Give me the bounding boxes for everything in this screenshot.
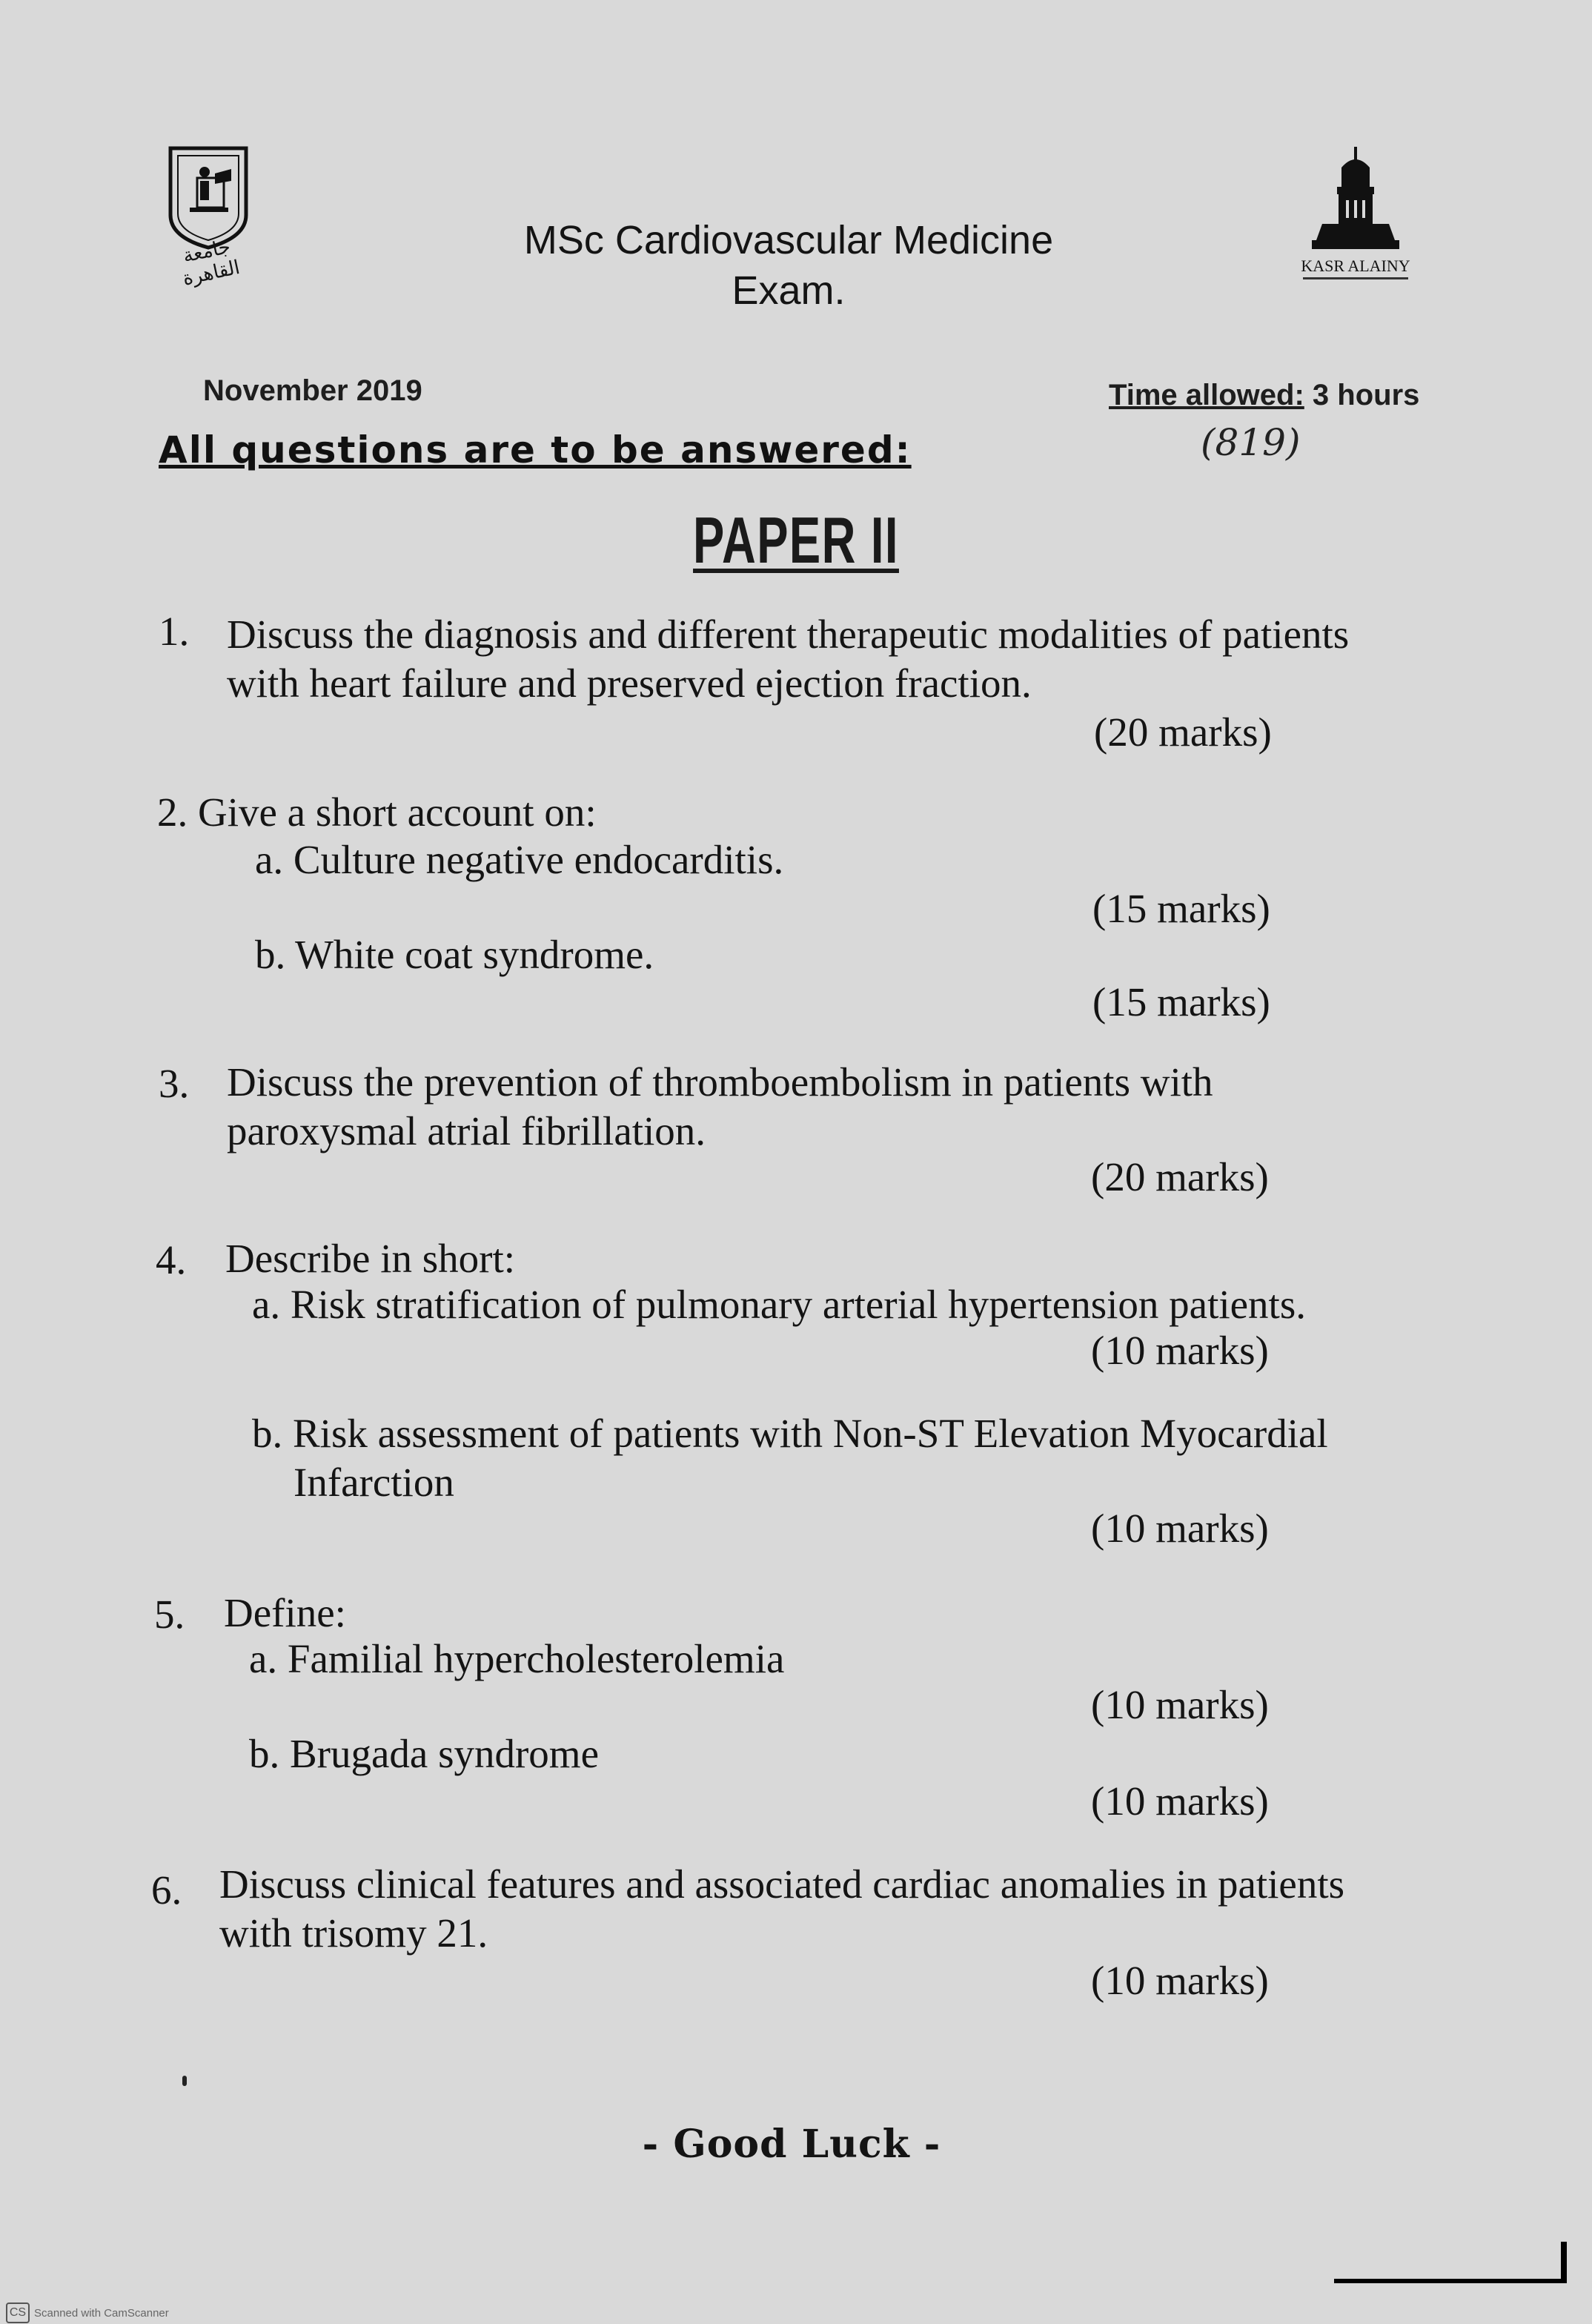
question-5a-text: a. Familial hypercholesterolemia xyxy=(249,1636,785,1681)
scan-edge-line xyxy=(1334,2279,1564,2283)
question-4-text: Describe in short: xyxy=(225,1236,516,1281)
question-2a-text: a. Culture negative endocarditis. xyxy=(255,837,784,882)
question-3-text-line2: paroxysmal atrial fibrillation. xyxy=(227,1108,706,1153)
question-3-number: 3. xyxy=(159,1061,190,1106)
question-3-marks: (20 marks) xyxy=(1091,1154,1269,1199)
question-4b-text-line1: b. Risk assessment of patients with Non-ST Elevation Myocardial xyxy=(252,1411,1328,1456)
question-5a-marks: (10 marks) xyxy=(1091,1682,1269,1727)
question-6-number: 6. xyxy=(151,1867,182,1913)
good-luck-footer xyxy=(0,2122,1592,2167)
question-4b-marks: (10 marks) xyxy=(1091,1506,1269,1551)
time-allowed xyxy=(1109,379,1419,412)
question-6-marks: (10 marks) xyxy=(1091,1958,1269,2003)
question-6-text-line2: with trisomy 21. xyxy=(219,1910,488,1956)
scan-edge-tick xyxy=(1561,2242,1567,2283)
question-4a-text: a. Risk stratification of pulmonary arterial hypertension patients. xyxy=(252,1282,1306,1327)
paper-heading: PAPER II xyxy=(693,503,899,577)
handwritten-code: (819) xyxy=(1201,421,1301,464)
question-2b-marks: (15 marks) xyxy=(1092,979,1270,1024)
question-1-text-line1: Discuss the diagnosis and different therapeutic modalities of patients xyxy=(227,612,1350,657)
time-allowed-label: Time allowed: xyxy=(1109,379,1304,411)
question-6-text-line1: Discuss clinical features and associated cardiac anomalies in patients xyxy=(219,1861,1345,1907)
question-1-marks: (20 marks) xyxy=(1094,709,1272,755)
question-5b-text: b. Brugada syndrome xyxy=(249,1731,599,1776)
question-5-text: Define: xyxy=(224,1590,346,1635)
question-2a-marks: (15 marks) xyxy=(1092,886,1270,931)
camscanner-watermark: Scanned with CamScanner xyxy=(34,2307,169,2320)
time-allowed-value: 3 hours xyxy=(1312,379,1420,411)
question-2b-text: b. White coat syndrome. xyxy=(255,932,654,977)
question-4a-marks: (10 marks) xyxy=(1091,1328,1269,1373)
question-4-number: 4. xyxy=(156,1237,187,1282)
instruction: All questions are to be answered: xyxy=(159,428,912,471)
kasr-alainy-logo-text: KASR ALAINY xyxy=(1301,256,1410,275)
camscanner-icon: CS xyxy=(6,2303,30,2323)
good-luck-text: - Good Luck - xyxy=(642,2122,941,2167)
cairo-university-logo-text: جامعة القاهرة xyxy=(180,235,242,291)
question-5-number: 5. xyxy=(154,1592,185,1637)
exam-title-line2: Exam. xyxy=(732,268,846,313)
question-4b-text-line2: Infarction xyxy=(293,1460,454,1505)
question-2-text: 2. Give a short account on: xyxy=(157,789,597,835)
exam-title-line1: MSc Cardiovascular Medicine xyxy=(523,218,1054,262)
question-3-text-line1: Discuss the prevention of thromboembolism in patients with xyxy=(227,1059,1213,1105)
scan-speck xyxy=(182,2076,187,2086)
question-1-text-line2: with heart failure and preserved ejection fraction. xyxy=(227,661,1032,706)
exam-date: November 2019 xyxy=(203,374,422,407)
question-5b-marks: (10 marks) xyxy=(1091,1778,1269,1824)
question-1-number: 1. xyxy=(159,609,190,654)
exam-title xyxy=(0,215,1592,316)
